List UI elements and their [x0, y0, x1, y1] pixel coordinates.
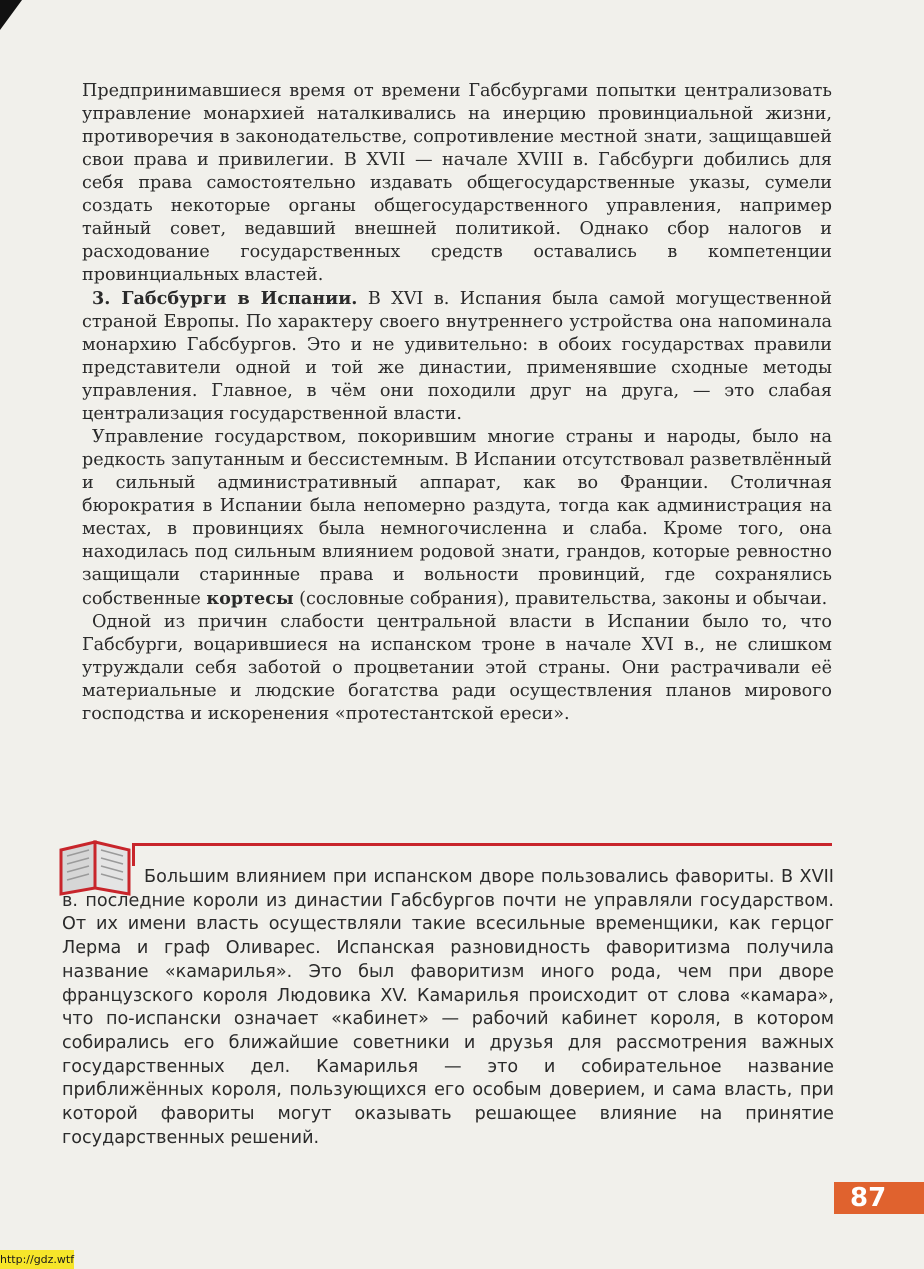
paragraph-text: Одной из причин слабости центральной власти в Испании было то, что Габсбурги, воцарившиеся на испанском троне в начале XVI в., не слишком утруждали себя заботой о процветании этой страны. Они растрачивали её материальные и людские богатства ради осуществления планов мирового господства и искоренения «протестантской ереси». [82, 612, 832, 724]
paragraph-text: Предпринимавшиеся время от времени Габсбургами попытки централизовать управление монархией наталкивались на инерцию провинциальной жизни, противоречия в законодательстве, сопротивление местной знати, защищавшей свои права и привилегии. В XVII — начале XVIII в. Габсбурги добились для себя права самостоятельно издавать общегосударственные указы, сумели создать некоторые органы общегосударственного управления, например тайный совет, ведавший внешней политикой. Однако сбор налогов и расходование государственных средств оставались в компетенции провинциальных властей. [82, 81, 832, 285]
paragraph-text: В XVI в. Испания была самой могущественной страной Европы. По характеру своего внутреннего устройства она напоминала монархию Габсбургов. Это и не удивительно: в обоих государствах правили представители одной и той же династии, применявшие сходные методы управления. Главное, в чём они походили друг на друга, — это слабая централизация государственной власти. [82, 289, 832, 424]
paragraph-text: (сословные собрания), правительства, законы и обычаи. [293, 589, 828, 609]
paragraph-text: Управление государством, покорившим многие страны и народы, было на редкость запутанным и бессистемным. В Испании отсутствовал разветвлённый и сильный административный аппарат, как во Франции. Столичная бюрократия в Испании была непомерно раздута, тогда как администрация на местах, в провинциях была немногочисленна и слаба. Кроме того, она находилась под сильным влиянием родовой знати, грандов, которые ревностно защищали старинные права и вольности провинций, где сохранялись собственные [82, 427, 832, 609]
corner-mark [0, 0, 22, 30]
main-text [82, 80, 832, 726]
paragraph [82, 426, 832, 611]
term-cortes: кортесы [206, 588, 294, 609]
paragraph [82, 611, 832, 726]
info-box-paragraph: Большим влиянием при испанском дворе пользовались фавориты. В XVII в. последние короли из династии Габсбургов почти не управляли государством. От их имени власть осуществляли такие всесильные временщики, как герцог Лерма и граф Оливарес. Испанская разновидность фаворитизма получила название «камарилья». Это был фаворитизм иного рода, чем при дворе французского короля Людовика XV. Камарилья происходит от слова «камара», что по-испански означает «кабинет» — рабочий кабинет короля, в котором собирались его ближайшие советники и друзья для рассмотрения важных государственных дел. Камарилья — это и собирательное название приближённых короля, пользующихся его особым доверием, и сама власть, при которой фавориты могут оказывать решающее влияние на принятие государственных решений. [62, 867, 834, 1148]
info-box-text [62, 866, 834, 1150]
box-top-rule [132, 843, 832, 846]
paragraph-section-heading [82, 287, 832, 426]
paragraph [82, 80, 832, 287]
watermark-link[interactable]: http://gdz.wtf [0, 1250, 74, 1269]
page-number: 87 [834, 1182, 924, 1214]
section-title: 3. Габсбурги в Испании. [92, 288, 358, 309]
